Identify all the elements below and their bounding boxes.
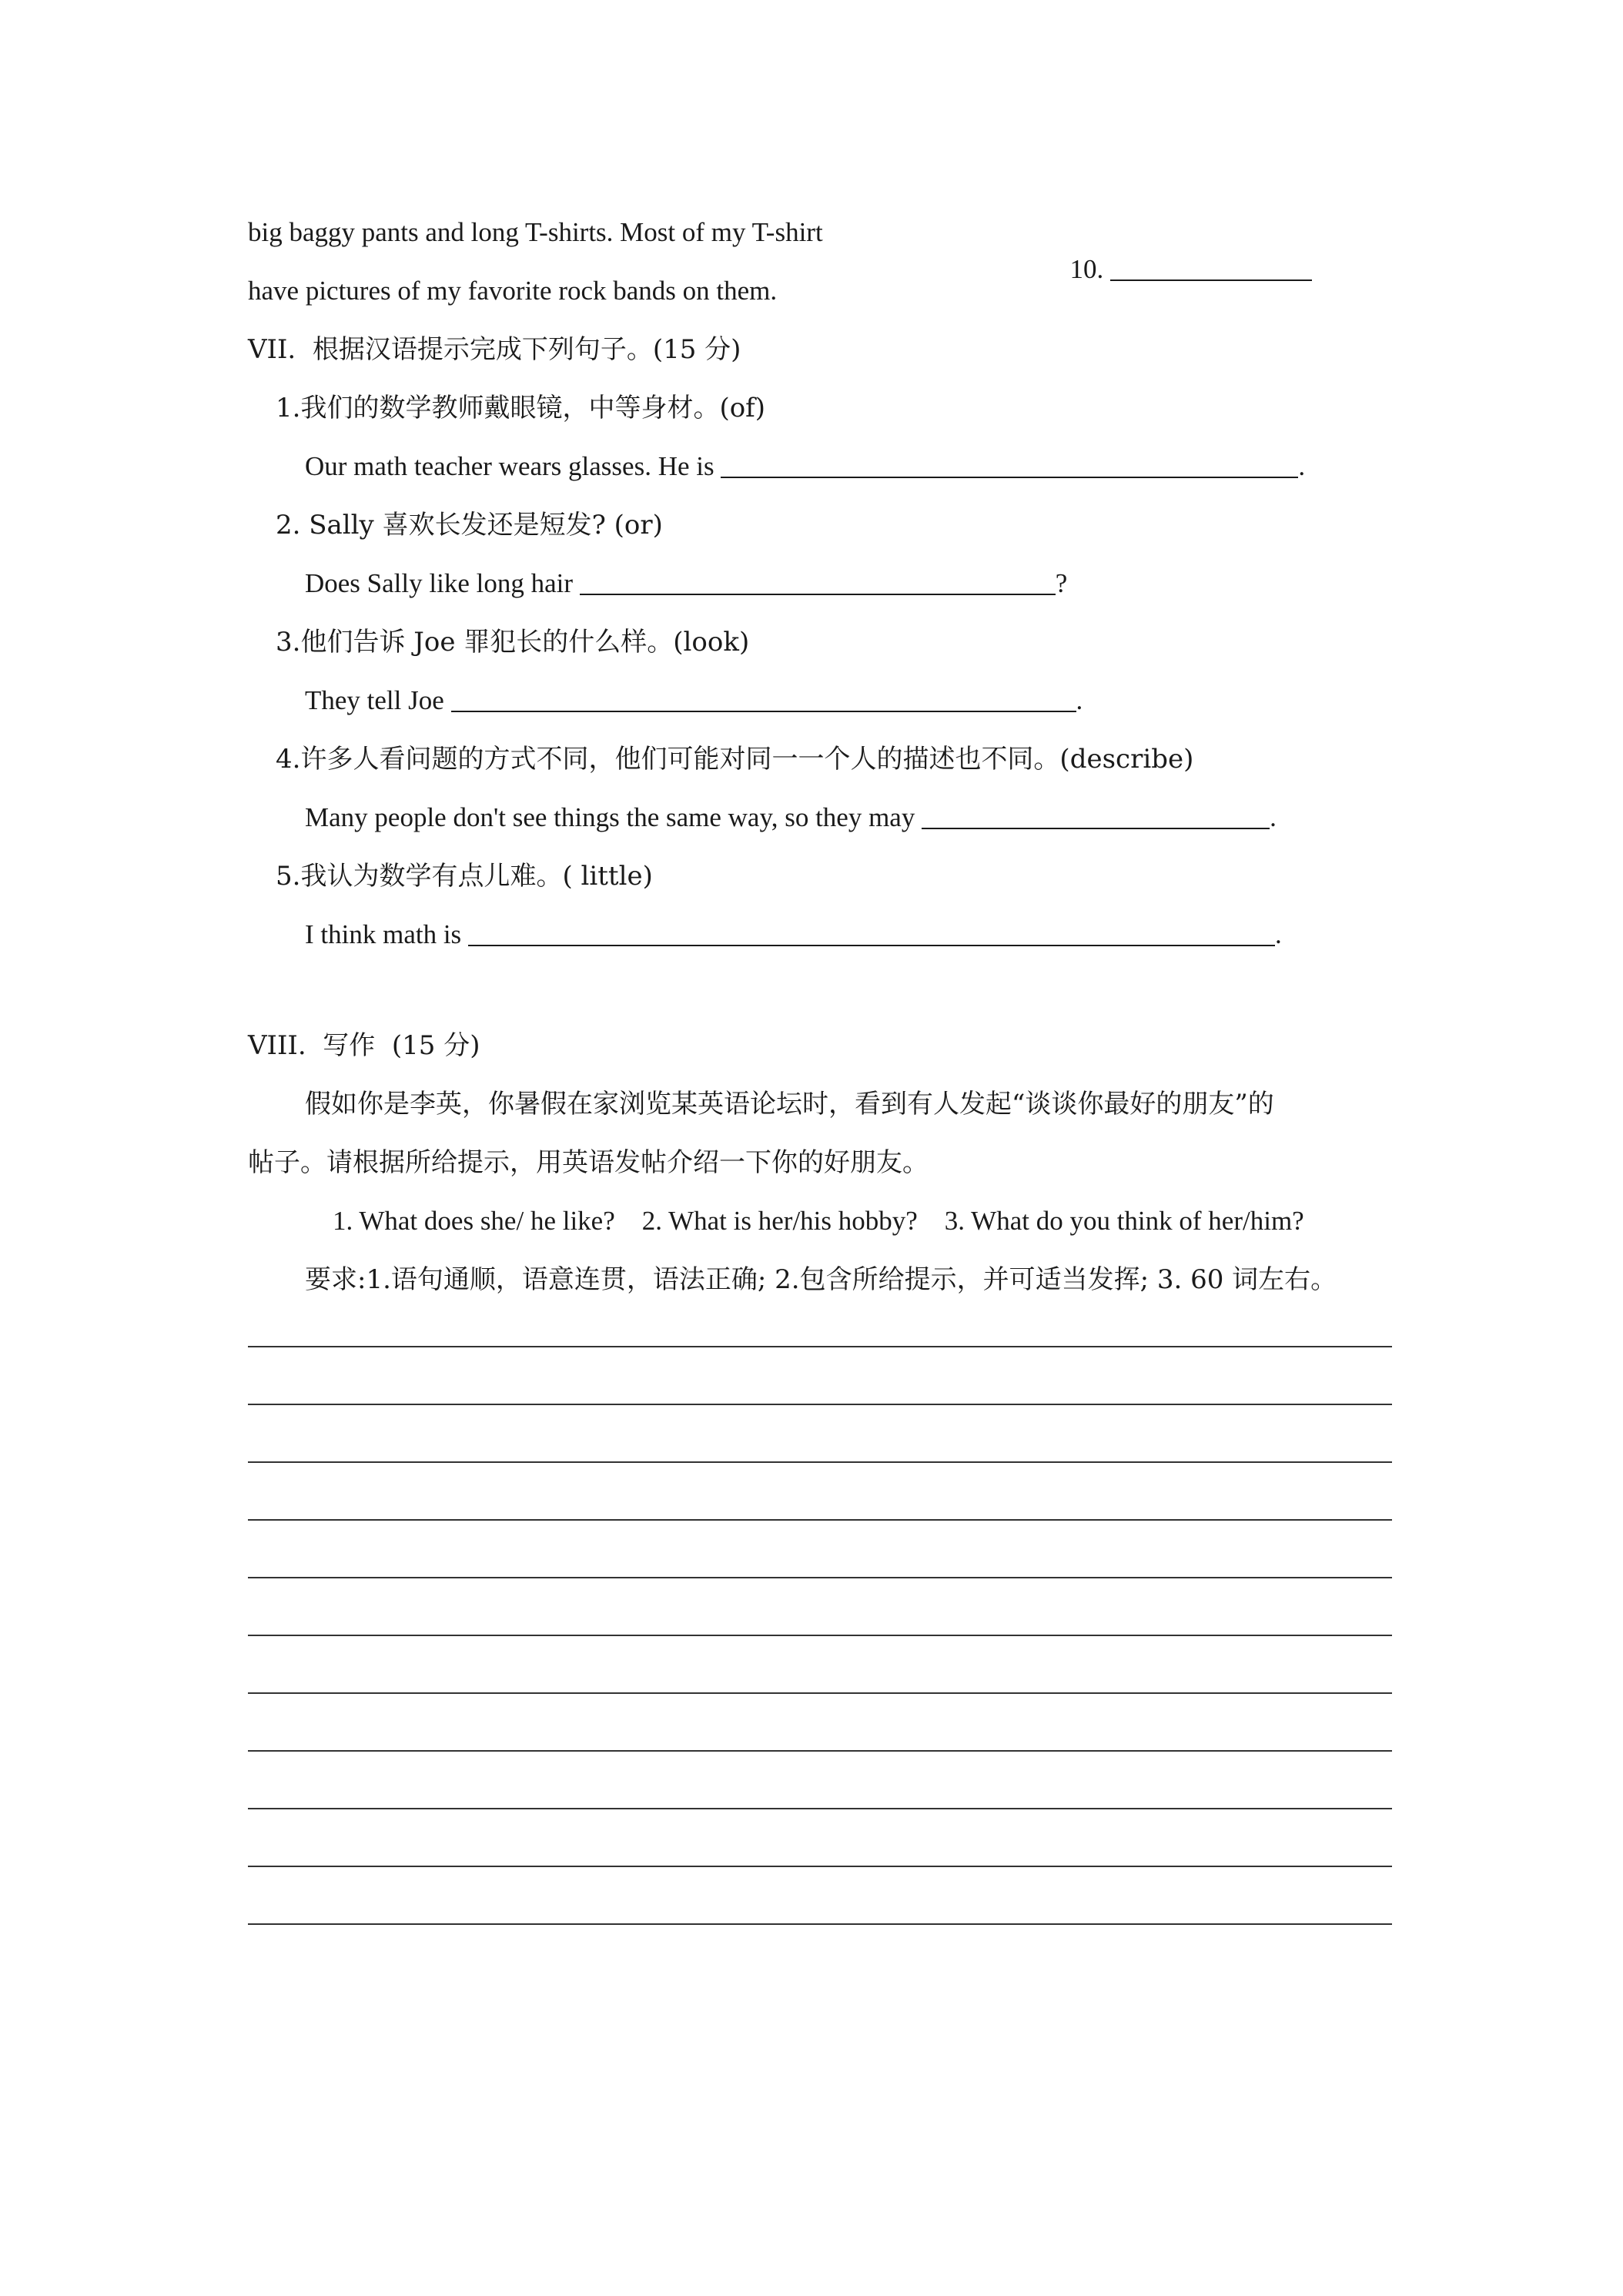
writing-line[interactable] [248, 1404, 1392, 1405]
q1-stem: Our math teacher wears glasses. He is [305, 451, 721, 481]
q2-answer-blank[interactable] [580, 567, 1056, 595]
writing-hints: 1. What does she/ he like? 2. What is her/his hobby? 3. What do you think of her/him? [333, 1206, 1304, 1236]
q1-prompt: 1.我们的数学教师戴眼镜，中等身材。(of) [276, 393, 766, 423]
q4-end: . [1270, 802, 1277, 832]
q1-answer-blank[interactable] [721, 450, 1298, 478]
q1-answer-line [305, 448, 1305, 485]
q3-answer-line [305, 682, 1083, 719]
writing-line[interactable] [248, 1750, 1392, 1752]
writing-line[interactable] [248, 1577, 1392, 1578]
writing-instruction-line-2: 帖子。请根据所给提示，用英语发帖介绍一下你的好朋友。 [248, 1147, 929, 1178]
q2-stem: Does Sally like long hair [305, 568, 580, 598]
q5-answer-line [305, 916, 1282, 953]
writing-line[interactable] [248, 1692, 1392, 1694]
q4-answer-line [305, 799, 1277, 836]
answer-blank-10[interactable] [1110, 253, 1312, 281]
writing-line[interactable] [248, 1923, 1392, 1925]
writing-line[interactable] [248, 1461, 1392, 1463]
q4-prompt: 4.许多人看问题的方式不同，他们可能对同一一个人的描述也不同。(describe) [276, 744, 1194, 775]
section-8-heading: VIII. 写作 (15 分) [248, 1030, 480, 1061]
q3-answer-blank[interactable] [451, 684, 1076, 712]
q5-end: . [1274, 919, 1282, 949]
q5-prompt: 5.我认为数学有点儿难。( little) [276, 861, 653, 892]
q4-answer-blank[interactable] [922, 802, 1270, 829]
writing-line[interactable] [248, 1519, 1392, 1521]
writing-line[interactable] [248, 1635, 1392, 1636]
q2-answer-line [305, 565, 1067, 602]
answer-slot-10 [1056, 214, 1312, 288]
writing-requirements: 要求:1.语句通顺，语意连贯，语法正确; 2.包含所给提示，并可适当发挥; 3. 60 词左右。 [305, 1264, 1337, 1295]
writing-line[interactable] [248, 1866, 1392, 1867]
writing-instruction-line-1: 假如你是李英，你暑假在家浏览某英语论坛时，看到有人发起“谈谈你最好的朋友”的 [305, 1089, 1274, 1120]
q3-prompt: 3.他们告诉 Joe 罪犯长的什么样。(look) [276, 627, 750, 658]
q1-end: . [1298, 451, 1306, 481]
q3-end: . [1076, 685, 1083, 715]
q5-answer-blank[interactable] [468, 919, 1275, 946]
passage-line-2: have pictures of my favorite rock bands on them. [248, 276, 778, 306]
section-7-heading: VII. 根据汉语提示完成下列句子。(15 分) [248, 334, 741, 365]
passage-line-1: big baggy pants and long T-shirts. Most of my T-shirt [248, 217, 823, 247]
writing-line[interactable] [248, 1808, 1392, 1809]
q4-stem: Many people don't see things the same way, so they may [305, 802, 922, 832]
q2-end: ? [1055, 568, 1068, 598]
q2-prompt: 2. Sally 喜欢长发还是短发? (or) [276, 510, 663, 541]
q5-stem: I think math is [305, 919, 468, 949]
q3-stem: They tell Joe [305, 685, 451, 715]
answer-number: 10. [1069, 254, 1104, 284]
writing-line[interactable] [248, 1346, 1392, 1347]
